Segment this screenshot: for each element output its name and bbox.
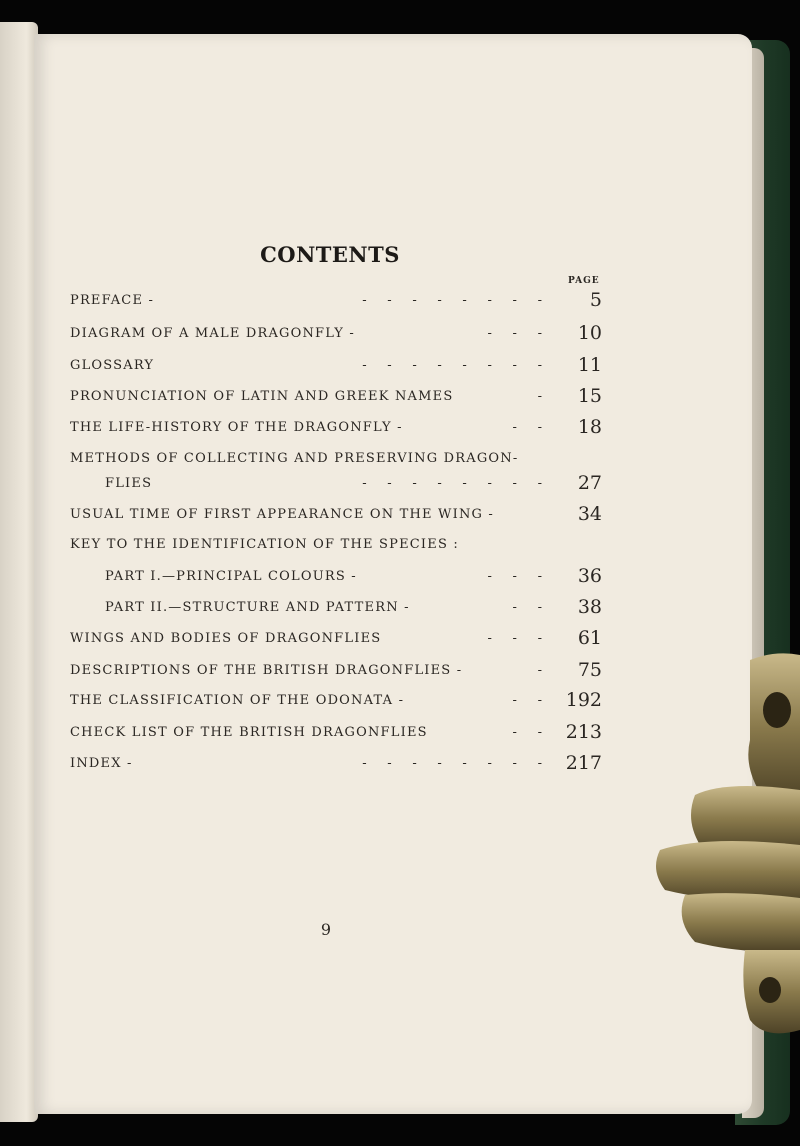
entry-page-number: 5 — [589, 289, 602, 311]
dot-leader: - - - — [487, 631, 542, 646]
dot-leader: - - - — [487, 569, 542, 584]
entry-title: THE LIFE-HISTORY OF THE DRAGONFLY - — [70, 420, 403, 435]
entry-title: METHODS OF COLLECTING AND PRESERVING DRAGON- — [70, 451, 519, 466]
dot-leader: - — [537, 389, 542, 404]
entry-page-number: 10 — [577, 322, 602, 344]
entry-title: GLOSSARY — [70, 358, 155, 373]
facing-page-edge — [0, 22, 38, 1122]
entry-title: INDEX - — [70, 756, 133, 771]
entry-title: DESCRIPTIONS OF THE BRITISH DRAGONFLIES - — [70, 663, 463, 678]
dot-leader: - - — [512, 725, 542, 740]
entry-title: THE CLASSIFICATION OF THE ODONATA - — [70, 693, 405, 708]
dot-leader: - — [537, 663, 542, 678]
entry-title: CHECK LIST OF THE BRITISH DRAGONFLIES — [70, 725, 428, 740]
entry-page-number: 61 — [577, 627, 602, 649]
entry-title: FLIES — [105, 476, 153, 491]
entry-title: PREFACE - — [70, 293, 155, 308]
entry-title: DIAGRAM OF A MALE DRAGONFLY - — [70, 326, 355, 341]
entry-page-number: 18 — [577, 416, 602, 438]
dot-leader: - - - - - - - - — [362, 358, 542, 373]
dot-leader: - - - - - - - - — [362, 476, 542, 491]
dot-leader: - - - — [487, 326, 542, 341]
dot-leader: - - - - - - - - — [362, 293, 542, 308]
entry-page-number: 75 — [577, 659, 602, 681]
entry-page-number: 34 — [577, 503, 602, 525]
entry-page-number: 192 — [565, 689, 602, 711]
entry-page-number: 36 — [577, 565, 602, 587]
entry-page-number: 217 — [565, 752, 602, 774]
entry-page-number: 11 — [577, 354, 602, 376]
dot-leader: - - — [512, 600, 542, 615]
page-number: 9 — [320, 920, 332, 939]
entry-title: PART II.—STRUCTURE AND PATTERN - — [105, 600, 410, 615]
contents-heading: CONTENTS — [260, 242, 400, 267]
entry-title: USUAL TIME OF FIRST APPEARANCE ON THE WING - — [70, 507, 495, 522]
entry-page-number: 15 — [577, 385, 602, 407]
entry-title: PRONUNCIATION OF LATIN AND GREEK NAMES — [70, 389, 454, 404]
entry-page-number: 38 — [577, 596, 602, 618]
entry-title: PART I.—PRINCIPAL COLOURS - — [105, 569, 357, 584]
entry-title: KEY TO THE IDENTIFICATION OF THE SPECIES : — [70, 537, 459, 552]
dot-leader: - - - - - - - - — [362, 756, 542, 771]
page-column-label: PAGE — [568, 276, 600, 286]
entry-page-number: 27 — [577, 472, 602, 494]
dot-leader: - - — [512, 693, 542, 708]
dot-leader: - - — [512, 420, 542, 435]
entry-page-number: 213 — [565, 721, 602, 743]
entry-title: WINGS AND BODIES OF DRAGONFLIES — [70, 631, 382, 646]
brass-clasp — [655, 650, 800, 1040]
